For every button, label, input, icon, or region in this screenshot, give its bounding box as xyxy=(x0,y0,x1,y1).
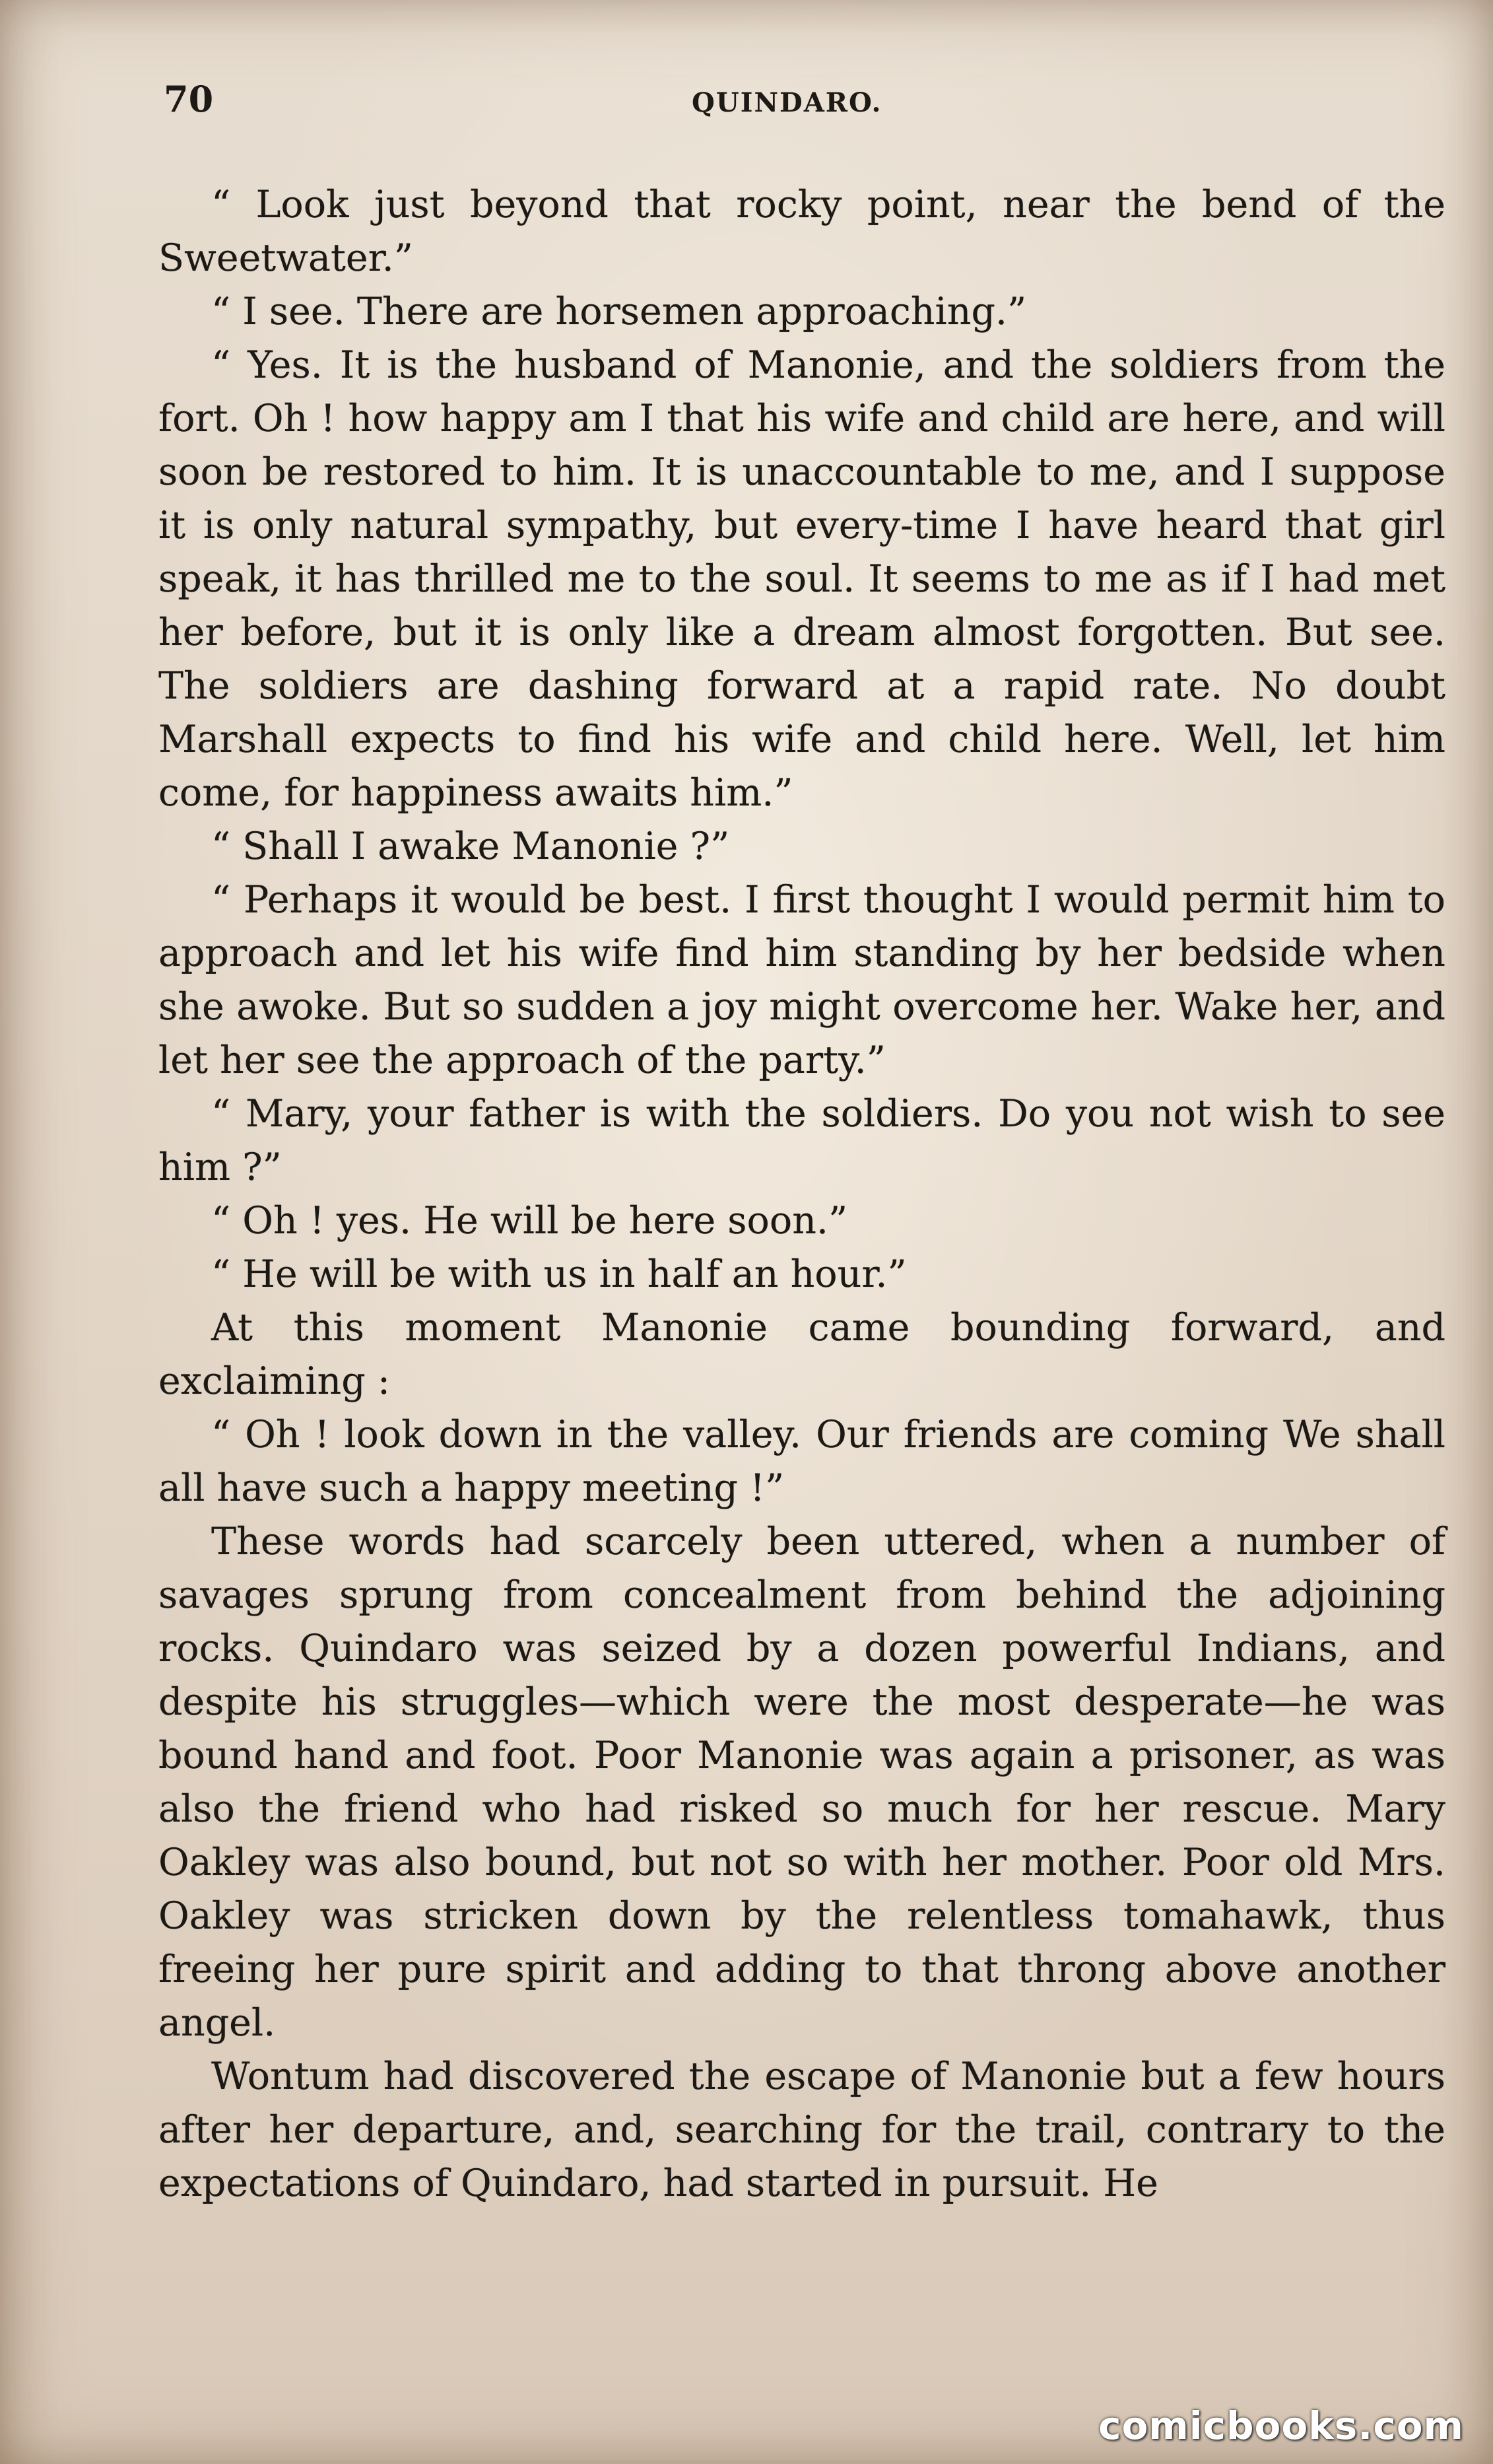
paragraph: “ Oh ! look down in the valley. Our friends are coming We shall all have such a happy meeting !” xyxy=(158,1413,1445,1510)
paragraph: “ Mary, your father is with the soldiers. Do you not wish to see him ?” xyxy=(158,1092,1445,1189)
paragraph: “ He will be with us in half an hour.” xyxy=(211,1252,907,1296)
running-title: QUINDARO. xyxy=(692,87,882,118)
watermark: comicbooks.com xyxy=(1098,2403,1464,2448)
paragraph: “ I see. There are horsemen approaching.” xyxy=(211,290,1027,333)
paragraph: “ Yes. It is the husband of Manonie, and the soldiers from the fort. Oh ! how happy am I that his wife and child are here, and will soon be restored to him. It is unaccountable to me, and I suppose it is only natural sympathy, but every-time I have heard that girl speak, it has thrilled me to the soul. It seems to me as if I had met her before, but it is only like a dream almost forgotten. But see. The soldiers are dashing forward at a rapid rate. No doubt Marshall expects to find his wife and child here. Well, let him come, for happiness awaits him.” xyxy=(158,343,1445,815)
paragraph: Wontum had discovered the escape of Manonie but a few hours after her departure, and, searching for the trail, contrary to the expectations of Quindaro, had started in pursuit. He xyxy=(158,2055,1445,2205)
paragraph: “ Perhaps it would be best. I first thought I would permit him to approach and let his wife find him standing by her bedside when she awoke. But so sudden a joy might overcome her. Wake her, and let her see the approach of the party.” xyxy=(158,878,1445,1082)
paragraph: “ Oh ! yes. He will be here soon.” xyxy=(211,1199,848,1243)
paragraph: At this moment Manonie came bounding forward, and exclaiming : xyxy=(158,1306,1445,1403)
page-number: 70 xyxy=(164,78,214,120)
paragraph: “ Look just beyond that rocky point, near the bend of the Sweetwater.” xyxy=(158,183,1445,280)
running-head xyxy=(164,78,1444,131)
body-text xyxy=(158,178,1445,2210)
paragraph: “ Shall I awake Manonie ?” xyxy=(211,825,730,868)
paragraph: These words had scarcely been uttered, when a number of savages sprung from concealment from behind the adjoining rocks. Quindaro was seized by a dozen powerful Indians, and despite his struggles—which were the most desperate—he was bound hand and foot. Poor Manonie was again a prisoner, as was also the friend who had risked so much for her rescue. Mary Oakley was also bound, but not so with her mother. Poor old Mrs. Oakley was stricken down by the relentless tomahawk, thus freeing her pure spirit and adding to that throng above another angel. xyxy=(158,1520,1445,2045)
